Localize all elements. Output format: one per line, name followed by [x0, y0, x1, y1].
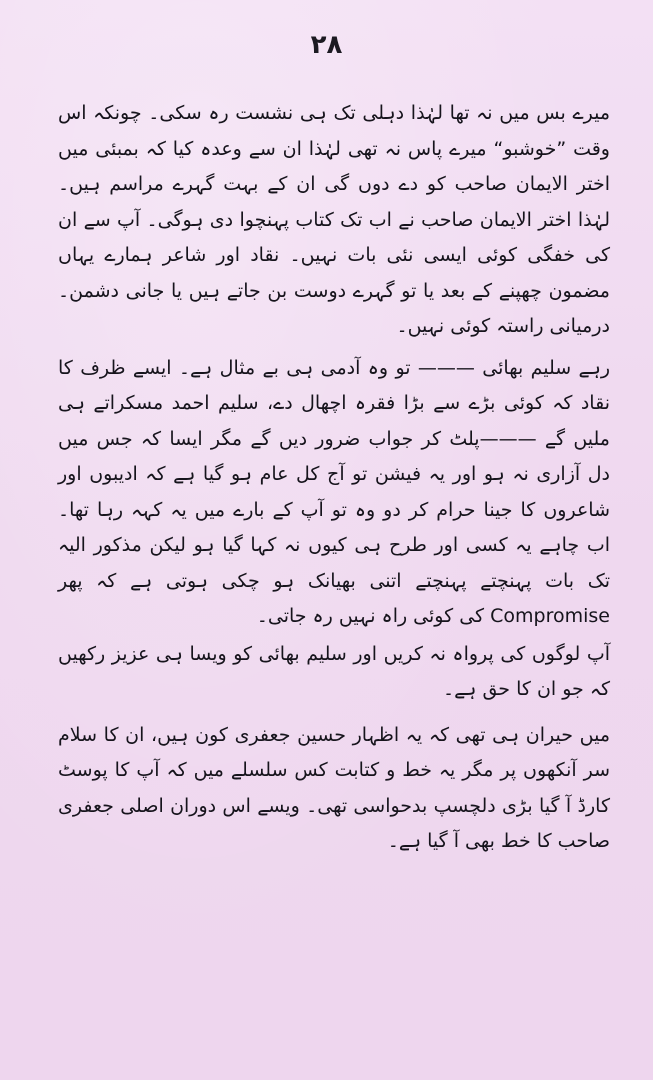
paragraph-2: رہے سلیم بھائی ——— تو وہ آدمی ہی بے مثال ہے۔ ایسے ظرف کا نقاد کہ کوئی بڑے سے بڑا فقرہ اچھال دے، سلیم احمد مسکراتے ہی ملیں گے ———پلٹ کر جواب ضرور دیں گے مگر ایسا کہ جس میں دل آزاری نہ ہو اور یہ فیشن تو آج کل عام ہو گیا ہے کہ ادیبوں اور شاعروں کا جینا حرام کر دو وہ تو آپ کے بارے میں یہ کہہ رہا تھا۔ اب چاہے یہ کسی اور طرح ہی کیوں نہ کہا گیا ہو لیکن مذکور الیہ تک بات پہنچتے پہنچتے اتنی بھیانک ہو چکی ہوتی ہے کہ پھر Compromise کی کوئی راہ نہیں رہ جاتی۔	[58, 356, 610, 627]
paragraph-3: آپ لوگوں کی پرواہ نہ کریں اور سلیم بھائی کو ویسا ہی عزیز رکھیں کہ جو ان کا حق ہے۔	[58, 642, 610, 700]
paragraph-4: میں حیران ہی تھی کہ یہ اظہار حسین جعفری کون ہیں، ان کا سلام سر آنکھوں پر مگر یہ خط و کتابت کس سلسلے میں کہ آپ کا پوسٹ کارڈ آ گیا بڑی دلچسپ بدحواسی تھی۔ ویسے اس دوران اصلی جعفری صاحب کا خط بھی آ گیا ہے۔	[58, 723, 610, 852]
page-number: ۲۸	[310, 30, 343, 60]
paragraph-1: میرے بس میں نہ تھا لہٰذا دہلی تک ہی نشست رہ سکی۔ چونکہ اس وقت ”خوشبو“ میرے پاس نہ تھی لہٰذا ان سے وعدہ کیا کہ بمبئی میں اختر الایمان صاحب کو دے دوں گی ان کے بہت گہرے مراسم ہیں۔ لہٰذا اختر الایمان صاحب نے اب تک کتاب پہنچوا دی ہوگی۔ آپ سے ان کی خفگی کوئی ایسی نئی بات نہیں۔ نقاد اور شاعر ہمارے یہاں مضمون چھپنے کے بعد یا تو گہرے دوست بن جاتے ہیں یا جانی دشمن۔ درمیانی راستہ کوئی نہیں۔	[58, 102, 610, 337]
body-text	[58, 96, 610, 860]
